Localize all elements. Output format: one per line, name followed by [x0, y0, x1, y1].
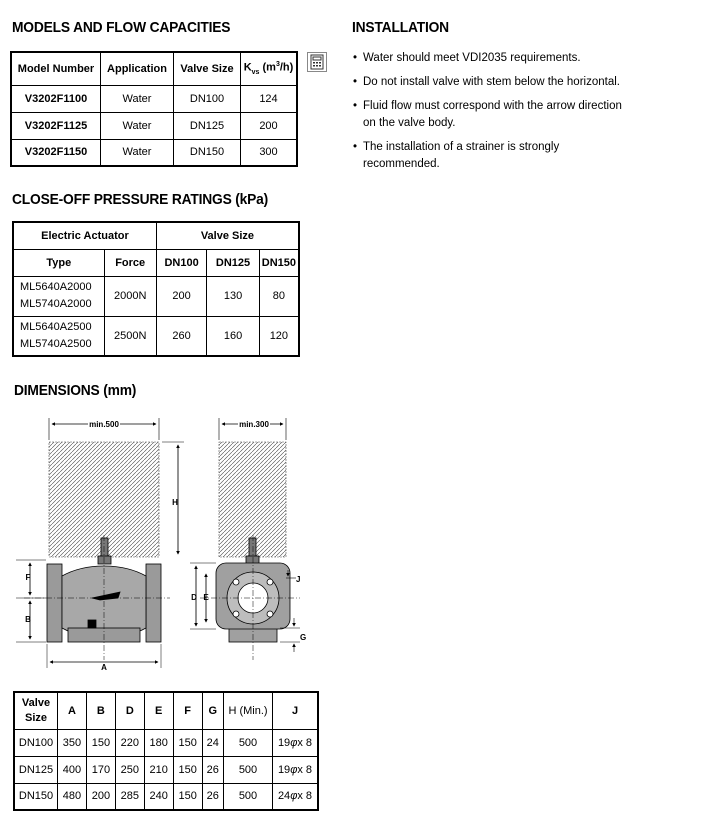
dimensions-table	[13, 691, 319, 811]
list-item	[353, 50, 653, 67]
type-cell	[13, 316, 104, 356]
table-header-row	[14, 692, 318, 729]
value-cell: 160	[207, 316, 259, 356]
type-name: ML5740A2000	[20, 298, 92, 310]
table-header-row	[13, 249, 299, 276]
calculator-icon[interactable]	[307, 52, 327, 72]
bullet: •	[353, 100, 358, 112]
j-count: x 8	[297, 790, 313, 803]
header-a: A	[58, 692, 87, 729]
header-dn125: DN125	[207, 249, 259, 276]
model-number-cell: V3202F1100	[11, 85, 101, 112]
kvs-cell: 200	[241, 112, 298, 139]
table-row	[14, 756, 318, 783]
dim-cell: 500	[224, 729, 273, 756]
dim-label-j: J	[296, 575, 301, 584]
kvs-cell: 124	[241, 85, 298, 112]
dim-cell: 170	[86, 756, 115, 783]
header-valve: Valve	[21, 696, 51, 709]
force-cell: 2000N	[104, 276, 156, 316]
valve-size-cell: DN100	[14, 729, 58, 756]
valve-size-cell: DN150	[14, 783, 58, 810]
header-kvs: $K_{vs}$ $(m^3/h)$	[241, 52, 298, 85]
phi-symbol: φ	[290, 790, 298, 803]
dim-cell: 250	[115, 756, 144, 783]
dim-cell: 400	[58, 756, 87, 783]
dim-label-b: B	[25, 615, 31, 624]
models-table	[10, 51, 298, 167]
header-valve-size: Valve Size	[156, 222, 299, 249]
j-cell	[273, 756, 319, 783]
header-g: G	[202, 692, 223, 729]
dim-cell: 210	[144, 756, 173, 783]
dim-label-e: E	[203, 593, 209, 602]
type-cell	[13, 276, 104, 316]
table-row	[13, 276, 299, 316]
list-item-text: recommended.	[363, 158, 440, 170]
header-dn150: DN150	[259, 249, 299, 276]
table-row	[13, 316, 299, 356]
phi-symbol: φ	[290, 736, 298, 749]
header-model-number: Model Number	[11, 52, 101, 85]
dim-cell: 500	[224, 783, 273, 810]
header-f: F	[173, 692, 202, 729]
type-name: ML5640A2000	[20, 281, 92, 293]
dim-cell: 220	[115, 729, 144, 756]
header-dn100: DN100	[156, 249, 206, 276]
dim-label-a: A	[101, 663, 107, 672]
dim-cell: 24	[202, 729, 223, 756]
closeoff-table	[12, 221, 300, 357]
valve-size-cell: DN125	[14, 756, 58, 783]
list-item-text: Fluid flow must correspond with the arrow direction	[363, 100, 622, 112]
valve-size-cell: DN150	[174, 139, 241, 166]
j-cell	[273, 729, 319, 756]
application-cell: Water	[101, 139, 174, 166]
value-cell: 200	[156, 276, 206, 316]
table-header-row	[11, 52, 297, 85]
dim-cell: 26	[202, 756, 223, 783]
dim-cell: 150	[173, 783, 202, 810]
application-cell: Water	[101, 112, 174, 139]
dim-cell: 480	[58, 783, 87, 810]
dim-label-h: H	[172, 498, 178, 507]
header-b: B	[86, 692, 115, 729]
closeoff-title: CLOSE-OFF PRESSURE RATINGS (kPa)	[12, 191, 269, 208]
bullet: •	[353, 76, 358, 88]
j-cell	[273, 783, 319, 810]
header-force: Force	[104, 249, 156, 276]
header-size: Size	[24, 711, 47, 724]
valve-size-cell: DN125	[174, 112, 241, 139]
table-header-row	[13, 222, 299, 249]
dimension-drawing	[0, 400, 340, 680]
header-valve-size: Valve Size	[174, 52, 241, 85]
dim-label-min-left: min.500	[89, 420, 119, 429]
application-cell: Water	[101, 85, 174, 112]
list-item	[353, 98, 653, 132]
model-number-cell: V3202F1150	[11, 139, 101, 166]
models-title: MODELS AND FLOW CAPACITIES	[12, 19, 231, 36]
value-cell: 260	[156, 316, 206, 356]
installation-list	[353, 50, 653, 180]
dim-cell: 200	[86, 783, 115, 810]
list-item-text: Water should meet VDI2035 requirements.	[363, 52, 581, 64]
list-item-text: on the valve body.	[363, 117, 456, 129]
j-diameter: 19	[277, 763, 291, 776]
dimensions-title: DIMENSIONS (mm)	[14, 382, 137, 399]
j-count: x 8	[297, 736, 313, 749]
dim-cell: 240	[144, 783, 173, 810]
dim-cell: 26	[202, 783, 223, 810]
dim-cell: 150	[173, 729, 202, 756]
value-cell: 130	[207, 276, 259, 316]
installation-title: INSTALLATION	[352, 19, 449, 36]
dim-label-min-right: min.300	[239, 420, 269, 429]
table-row	[11, 112, 297, 139]
table-row	[11, 139, 297, 166]
dim-label-f: F	[25, 573, 31, 582]
model-number-cell: V3202F1125	[11, 112, 101, 139]
j-diameter: 24	[277, 790, 291, 803]
value-cell: 80	[259, 276, 299, 316]
list-item	[353, 74, 653, 91]
dim-cell: 150	[173, 756, 202, 783]
list-item-text: The installation of a strainer is strongly	[363, 141, 560, 153]
header-e: E	[144, 692, 173, 729]
dim-cell: 350	[58, 729, 87, 756]
value-cell: 120	[259, 316, 299, 356]
type-name: ML5740A2500	[20, 337, 92, 350]
valve-size-cell: DN100	[174, 85, 241, 112]
dim-cell: 150	[86, 729, 115, 756]
dim-label-g: G	[300, 633, 307, 642]
table-row	[11, 85, 297, 112]
dim-cell: 500	[224, 756, 273, 783]
dim-label-d: D	[191, 593, 197, 602]
type-name: ML5640A2500	[20, 320, 92, 333]
header-d: D	[115, 692, 144, 729]
bullet: •	[353, 141, 358, 153]
header-electric-actuator: Electric Actuator	[13, 222, 156, 249]
table-row	[14, 729, 318, 756]
header-h-min: H (Min.)	[224, 692, 273, 729]
dim-cell: 285	[115, 783, 144, 810]
header-type: Type	[13, 249, 104, 276]
header-application: Application	[101, 52, 174, 85]
header-valve-size	[14, 692, 58, 729]
phi-symbol: φ	[290, 763, 298, 776]
force-cell: 2500N	[104, 316, 156, 356]
header-j: J	[273, 692, 319, 729]
kvs-cell: 300	[241, 139, 298, 166]
bullet: •	[353, 52, 358, 64]
j-diameter: 19	[277, 736, 291, 749]
list-item	[353, 139, 653, 173]
dim-cell: 180	[144, 729, 173, 756]
table-row	[14, 783, 318, 810]
list-item-text: Do not install valve with stem below the horizontal.	[363, 76, 620, 88]
j-count: x 8	[297, 763, 313, 776]
